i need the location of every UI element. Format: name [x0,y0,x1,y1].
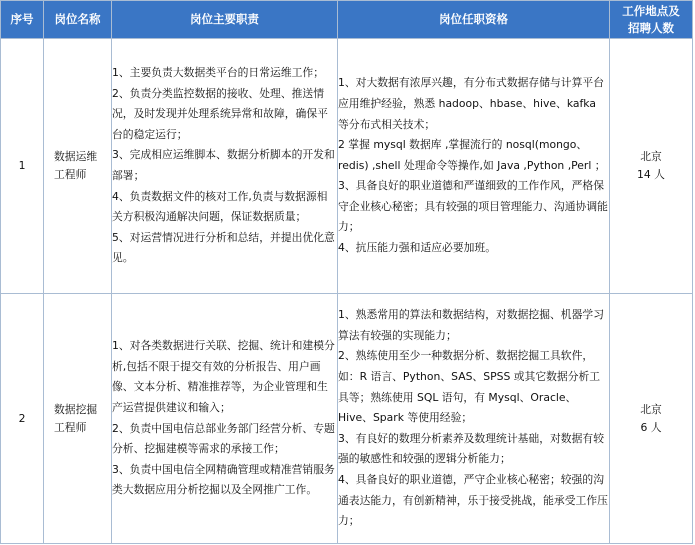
header-location-line1: 工作地点及 [622,3,680,18]
headcount: 6 人 [640,420,662,434]
header-location [610,1,693,39]
location: 北京 [640,402,662,416]
qualification-item: 4、具备良好的职业道德，严守企业核心秘密；较强的沟通表达能力，有创新精神，乐于接受挑战，能承受工作压力； [338,472,608,528]
header-duties: 岗位主要职责 [112,1,338,39]
location-cell [610,39,693,294]
qualification-item: 1、熟悉常用的算法和数据结构，对数据挖掘、机器学习算法有较强的实现能力； [338,308,604,342]
duty-item: 1、主要负责大数据类平台的日常运维工作； [112,66,325,80]
duty-item: 2、负责分类监控数据的接收、处理、推送情况，及时发现并处理系统异常和故障，确保平台的稳定运行； [112,86,328,141]
header-row [1,1,693,39]
qualification-item: 2 掌握 mysql 数据库 ,掌握流行的 nosql(mongo、redis) ,shell 处理命令等操作,如 Java ,Python ,Perl ； [338,138,606,172]
duty-item: 3、完成相应运维脚本、数据分析脚本的开发和部署； [112,148,335,182]
row-index: 2 [1,294,44,544]
duty-item: 2、负责中国电信总部业务部门经营分析、专题分析、挖掘建模等需求的承接工作； [112,421,335,456]
qualification-item: 1、对大数据有浓厚兴趣，有分布式数据存储与计算平台应用维护经验，熟悉 hadoop、hbase、hive、kafka 等分布式相关技术； [338,76,604,131]
header-name: 岗位名称 [44,1,112,39]
duty-item: 5、对运营情况进行分析和总结，并提出优化意见。 [112,230,335,265]
table-row [1,294,693,544]
qualifications-cell [338,39,610,294]
job-name-line2: 工程师 [54,420,87,434]
header-index: 序号 [1,1,44,39]
duty-item: 4、负责数据文件的核对工作,负责与数据源相关方积极沟通解决问题，保证数据质量； [112,189,328,224]
duty-item: 1、对各类数据进行关联、挖掘、统计和建模分析,包括不限于提交有效的分析报告、用户画像、文本分析、精准推荐等，为企业管理和生产运营提供建议和输入； [112,339,335,414]
qualifications-cell [338,294,610,544]
headcount: 14 人 [637,168,665,181]
qualification-item: 2、熟练使用至少一种数据分析、数据挖掘工具软件，如：R 语言、Python、SAS、SPSS 或其它数据分析工具等；熟练使用 SQL 语句，有 Mysql、Oracle、Hive、Spark 等使用经验； [338,349,601,425]
row-index: 1 [1,39,44,294]
qualification-item: 3、具备良好的职业道德和严谨细致的工作作风，严格保守企业核心秘密；具有较强的项目管理能力、沟通协调能力； [338,179,608,234]
location: 北京 [640,150,662,163]
header-location-line2: 招聘人数 [628,20,674,35]
job-name-line2: 工程师 [54,168,87,181]
duties-cell [112,39,338,294]
header-qualifications: 岗位任职资格 [338,1,610,39]
duties-cell [112,294,338,544]
job-name [44,39,112,294]
job-name-line1: 数据挖掘 [54,402,98,416]
table-row [1,39,693,294]
location-cell [610,294,693,544]
job-name [44,294,112,544]
duty-item: 3、负责中国电信全网精确管理或精准营销服务类大数据应用分析挖掘以及全网推广工作。 [112,462,335,497]
qualification-item: 4、抗压能力强和适应必要加班。 [338,241,497,255]
job-name-line1: 数据运维 [54,150,98,163]
qualification-item: 3、有良好的数理分析素养及数理统计基础，对数据有较强的敏感性和较强的逻辑分析能力； [338,431,604,466]
